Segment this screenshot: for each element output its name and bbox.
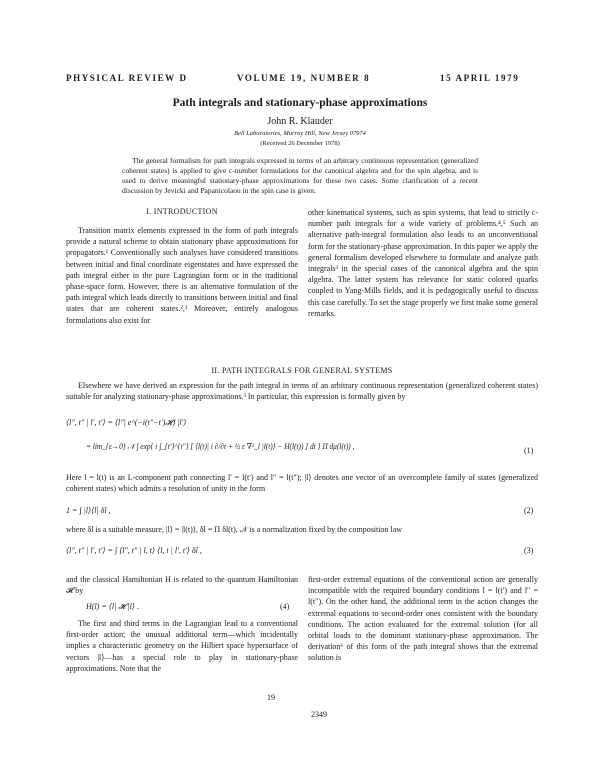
volume-number: VOLUME 19, NUMBER 8 (237, 73, 371, 83)
lower-right-column (308, 574, 538, 664)
page-number: 2349 (311, 710, 327, 719)
section-2-paragraph-2 (66, 472, 538, 494)
section-1-left-column (66, 225, 298, 326)
author-affiliation: Bell Laboratories, Murray Hill, New Jersey 07974 (234, 130, 366, 137)
equation-4: H(l) = ⟨l| 𝓗 |l⟩ . (86, 602, 140, 611)
section-2-paragraph-3 (66, 524, 538, 535)
section-1-heading: I. INTRODUCTION (146, 207, 218, 216)
section-2-text-3: where δl is a suitable measure, |l⟩ = |l(t)⟩, δl = Π δl(t), 𝒩 is a normalization fixed by the composition law (66, 525, 403, 534)
section-2-paragraph-1 (66, 380, 538, 402)
issue-date: 15 APRIL 1979 (440, 73, 520, 83)
abstract (122, 156, 478, 196)
section-1-right-column (308, 207, 538, 319)
equation-1-line-2: = lim_{ε→0} 𝒩 ∫ exp{ i ∫_{t′}^{t″} [ ⟨l(t)| i ∂/∂t + ½ ε ∇²_l |l(t)⟩ − H(l(t)) ] dt } Π dμ(l(t)) , (86, 442, 355, 451)
received-date: (Received 26 December 1978) (260, 140, 340, 147)
intro-paragraph-1: Transition matrix elements expressed in the form of path integrals provide a natural scheme to obtain stationary phase approximations for propagators.¹ Conventionally such analyses have considered transitions between initial and final coordinate eigenstates and have expressed the path integral either in the pure Lagrangian form or in the traditional phase-space form. However, there is an alternative formulation of the path integral which leads directly to transitions between initial and final states that are coherent states.²,³ Moreover, entirely analogous formulations also exist for (66, 226, 298, 325)
equation-4-number: (4) (280, 602, 290, 611)
journal-name: PHYSICAL REVIEW D (66, 73, 188, 83)
equation-2-number: (2) (524, 506, 534, 515)
equation-1-number: (1) (524, 446, 534, 455)
lower-left-column (66, 574, 298, 596)
equation-1-line-1: ⟨l″, t″ | l′, t′⟩ = ⟨l″| e^(−i(t″−t′)𝓗) |l′⟩ (66, 418, 187, 427)
author-name: John R. Klauder (267, 116, 333, 127)
lower-left-text-1: and the classical Hamiltonian H is related to the quantum Hamiltonian 𝓗 by (66, 575, 298, 596)
lower-right-text-1: first-order extremal equations of the conventional action are generally incompatible with the required boundary conditions l = l(t′) and l″ = l(t″). On the other hand, the additional term in the action changes the extremal equations to second-order ones consistent with the boundary conditions. The action evaluated for the extremal solution (for all orbital loads to the dominant stationary-phase approximation. The derivation⁶ of this form of the path integral shows that the extremal solution is (308, 575, 538, 663)
abstract-text: The general formalism for path integrals expressed in terms of an arbitrary continuous representation (generalized coherent states) is applied to give c-number formulations for the canonical algebra and for the spin algebra, and is used to derive meaningful stationary-phase approximations for these two cases. Some clarification of a recent discussion by Jevicki and Papanicolaou in the spin case is given. (122, 156, 478, 195)
lower-left-text-2: The first and third terms in the Lagrangian lead to a conventional first-order action; the unusual additional term—which incidentally implies a characteristic geometry on the Hilbert space hypersurface of vectors |l⟩—has a special role to play in stationary-phase approximations. Note that the (66, 619, 298, 673)
section-2-text-2: Here l = l(t) is an L-component path connecting l′ = l(t′) and l″ = l(t″); |l⟩ denotes one vector of an overcomplete family of states (generalized coherent states) which admits a resolution of unity in the form (66, 473, 538, 494)
intro-paragraph-2: other kinematical systems, such as spin systems, that lead to strictly c-number path integrals for a wide variety of problems.⁴,⁵ Such an alternative path-integral formulation also leads to an unconventional form for the stationary-phase approximation. In this paper we apply the general formalism developed elsewhere to formulate and analyze path integrals³ in the special cases of the canonical algebra and the spin algebra. The latter system has relevance for static colored quarks coupled to Yang-Mills fields, and it is pedagogically useful to discuss this case carefully. To set the stage properly we first make some general remarks. (308, 208, 538, 318)
equation-3-number: (3) (524, 546, 534, 555)
equation-2: 1 = ∫ |l⟩⟨l| δl , (66, 506, 111, 515)
section-2-heading: II. PATH INTEGRALS FOR GENERAL SYSTEMS (211, 366, 393, 375)
equation-3: ⟨l″, t″ | l′, t′⟩ = ∫ ⟨l″, t″ | l, t⟩ ⟨l, t | l′, t′⟩ δl , (66, 546, 202, 555)
lower-left-paragraph-2 (66, 618, 298, 674)
page-volume-number: 19 (267, 693, 275, 702)
section-2-text-1: Elsewhere we have derived an expression for the path integral in terms of an arbitrary continuous representation (generalized coherent states) suitable for analyzing stationary-phase approximations.³ In particular, this expression is formally given by (66, 381, 538, 402)
paper-title: Path integrals and stationary-phase approximations (172, 97, 428, 109)
